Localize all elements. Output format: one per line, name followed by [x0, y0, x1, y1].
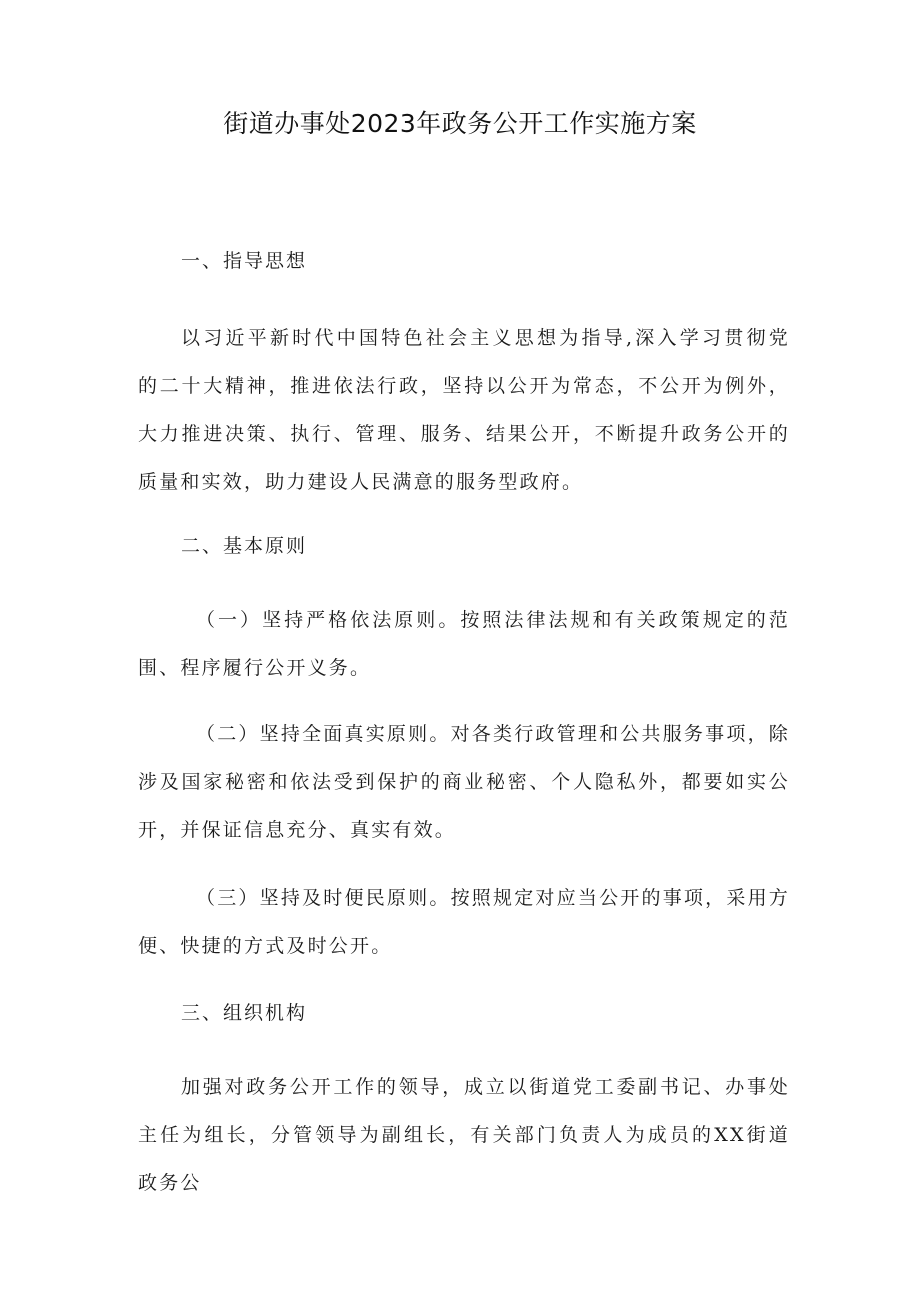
- paragraph-guiding-ideology: 以习近平新时代中国特色社会主义思想为指导,深入学习贯彻党 的二十大精神，推进依法行政，坚持以公开为常态，不公开为例外，大力推进决策、执行、管理、服务、结果公开，不断提升政务公开的 质量和实效，助力建设人民满意的服务型政府。: [138, 327, 807, 493]
- section-heading-guiding-ideology: 一、指导思想: [181, 250, 308, 272]
- document-title: 街道办事处2023年政务公开工作实施方案: [223, 109, 697, 138]
- paragraph-principle-legal: （一）坚持严格依法原则。按照法律法规和有关政策规定的范围、程序履行公开义务。: [138, 609, 790, 679]
- paragraph-principle-comprehensive: （二）坚持全面真实原则。对各类行政管理和公共服务事项，除 涉及国家秘密和依法受到保护的商业秘密、个人隐私外，都要如实公 开，并保证信息充分、真实有效。: [138, 723, 799, 841]
- section-heading-organization: 三、组织机构: [181, 1002, 308, 1024]
- section-heading-basic-principles: 二、基本原则: [181, 535, 308, 557]
- paragraph-principle-timely: （三）坚持及时便民原则。按照规定对应当公开的事项，采用方 便、快捷的方式及时公开。: [138, 887, 799, 957]
- paragraph-organization: 加强对政务公开工作的领导，成立以街道党工委副书记、办事处 主任为组长，分管领导为副组长，有关部门负责人为成员的XX街道 政务公: [138, 1076, 807, 1194]
